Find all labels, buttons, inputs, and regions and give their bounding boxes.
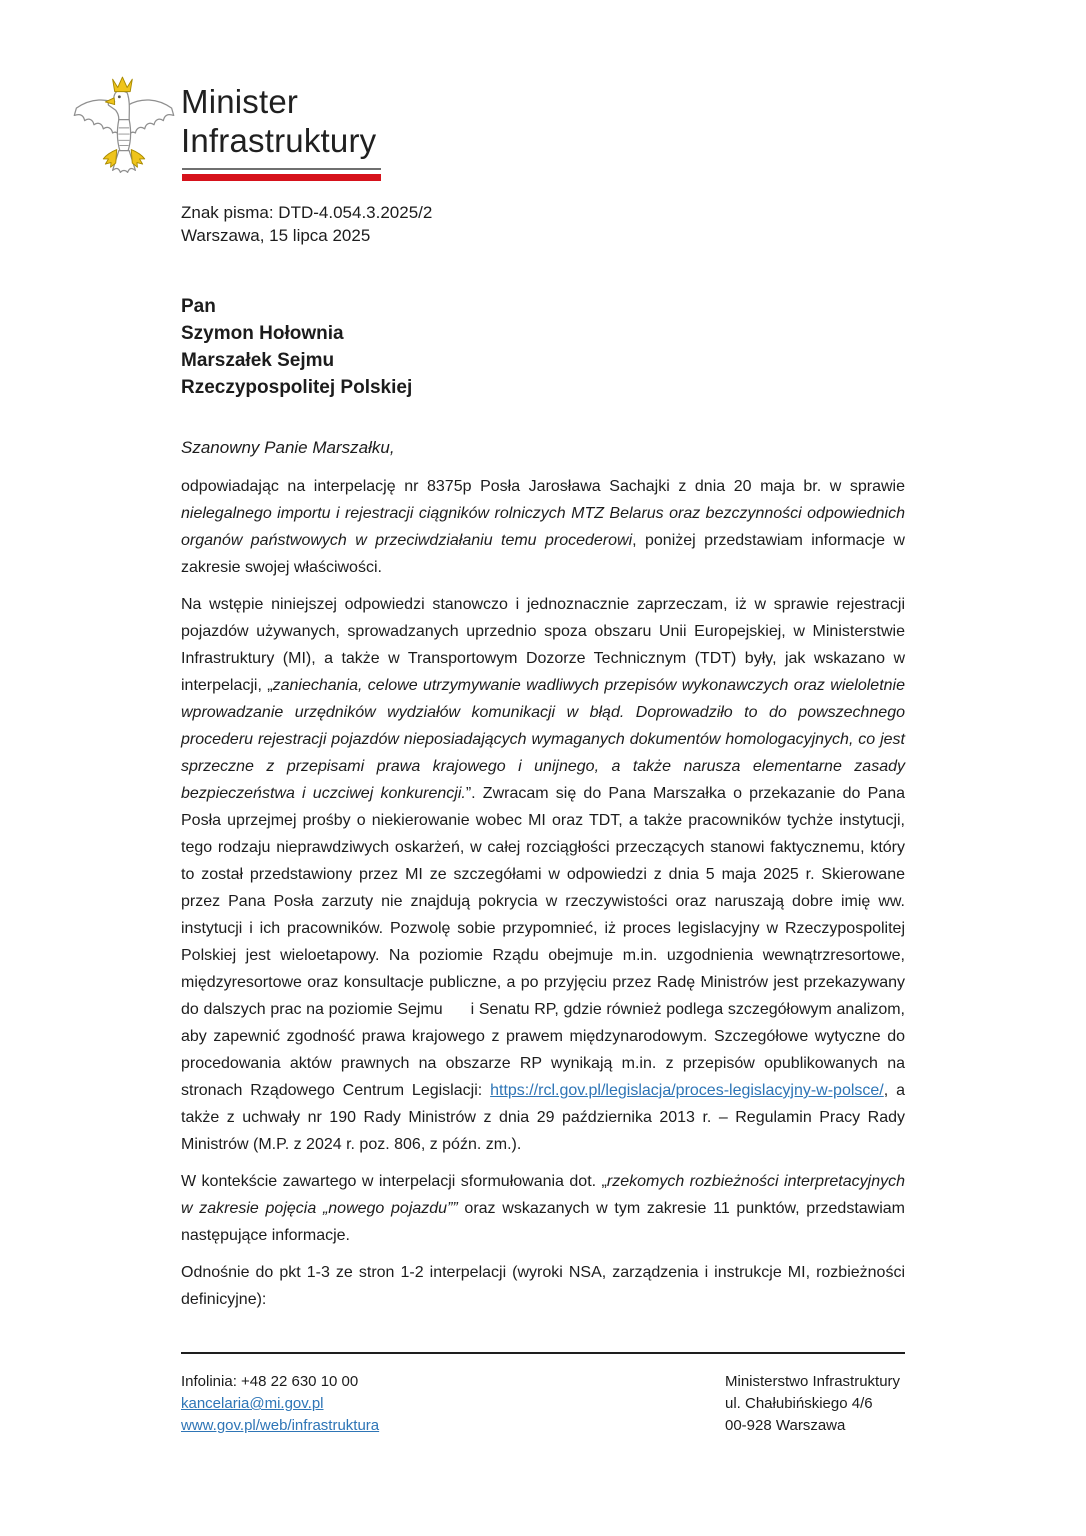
- document-reference: Znak pisma: DTD-4.054.3.2025/2: [181, 203, 433, 222]
- email-link[interactable]: kancelaria@mi.gov.pl: [181, 1395, 324, 1412]
- text-segment: , poniżej przedstawiam informacje w zakresie swojej właściwości.: [181, 532, 905, 576]
- text-segment: W kontekście zawartego w interpelacji sformułowania dot. „: [181, 1173, 607, 1190]
- text-segment: Odnośnie do pkt 1-3 ze stron 1-2 interpelacji (wyroki NSA, zarządzenia i instrukcje MI, rozbieżności definicyjne):: [181, 1264, 905, 1308]
- text-segment: Na wstępie niniejszej odpowiedzi stanowczo i jednoznacznie zaprzeczam, iż w sprawie rejestracji pojazdów używanych, sprowadzanych uprzednio spoza obszaru Unii Europejskiej, w Ministerstwie Infrastruktury (MI), a także w Transportowym Dozorze Technicznym (TDT) były, jak wskazano w interpelacji, „: [181, 596, 905, 694]
- footer-address-block: [725, 1371, 900, 1437]
- document-meta: [181, 201, 432, 247]
- addressee-line: Szymon Hołownia: [181, 323, 344, 344]
- footer-contact-line: [181, 1415, 379, 1437]
- place-and-date: Warszawa, 15 lipca 2025: [181, 226, 371, 245]
- text-segment: odpowiadając na interpelację nr 8375p Posła Jarosława Sachajki z dnia 20 maja br. w sprawie: [181, 478, 905, 495]
- ministry-address-line: 00-928 Warszawa: [725, 1417, 846, 1434]
- footer-contact-line: [181, 1393, 379, 1415]
- header-rule-red: [182, 174, 381, 181]
- paragraph: [181, 591, 905, 1158]
- footer-contact-block: [181, 1371, 379, 1437]
- organization-name-line2: Infrastruktury: [181, 122, 377, 159]
- letter-body: [181, 473, 905, 1323]
- addressee-line: Pan: [181, 296, 216, 317]
- text-segment: zaniechania, celowe utrzymywanie wadliwych przepisów wykonawczych oraz wieloletnie wprowadzanie urzędników wydziałów komunikacji w błąd. Doprowadziło to do powszechnego procederu rejestracji pojazdów nieposiadających wymaganych dokumentów homologacyjnych, co jest sprzeczne z przepisami prawa krajowego i unijnego, a także narusza elementarne zasady bezpieczeństwa i uczciwej konkurencji.: [181, 677, 905, 802]
- ministry-address-line: Ministerstwo Infrastruktury: [725, 1373, 901, 1390]
- text-segment: , a także z uchwały nr 190 Rady Ministrów z dnia 29 października 2013 r. – Regulamin Pracy Rady Ministrów (M.P. z 2024 r. poz. 806, z późn. zm.).: [181, 1082, 905, 1153]
- paragraph: [181, 1168, 905, 1249]
- paragraph: [181, 473, 905, 581]
- addressee-line: Rzeczypospolitej Polskiej: [181, 377, 413, 398]
- text-segment: ”. Zwracam się do Pana Marszałka o przekazanie do Pana Posła uprzejmej prośby o niekierowanie wobec MI oraz TDT, a także pracowników tychże instytucji, tego rodzaju nieprawdziwych oskarżeń, w całej rozciągłości przeczących stanowi faktycznemu, który to został przedstawiony przez MI ze szczegółami w odpowiedzi z dnia 5 maja 2025 r. Skierowane przez Pana Posła zarzuty nie znajdują pokrycia w rzeczywistości oraz naruszają dobre imię ww. instytucji i ich pracowników. Pozwolę sobie przypomnieć, iż proces legislacyjny w Rzeczypospolitej Polskiej jest wieloetapowy. Na poziomie Rządu obejmuje m.in. uzgodnienia wewnątrzresortowe, międzyresortowe oraz konsultacje publiczne, a po przyjęciu przez Radę Ministrów jest przekazywany do dalszych prac na poziomie Sejmu i Senatu RP, gdzie również podlega szczegółowym analizom, aby zapewnić zgodność prawa krajowego z prawem międzynarodowym. Szczegółowe wytyczne do procedowania aktów prawnych na obszarze RP wynikają m.in. z przepisów opublikowanych na stronach Rządowego Centrum Legislacji:: [181, 785, 905, 1099]
- header-rule-thin: [182, 168, 381, 170]
- rcl-legislation-link[interactable]: https://rcl.gov.pl/legislacja/proces-legislacyjny-w-polsce/: [490, 1082, 884, 1099]
- infoline: Infolinia: +48 22 630 10 00: [181, 1373, 359, 1390]
- text-segment: oraz wskazanych w tym zakresie 11 punktów, przedstawiam następujące informacje.: [181, 1200, 905, 1244]
- website-link[interactable]: www.gov.pl/web/infrastruktura: [181, 1417, 380, 1434]
- polish-eagle-emblem: [72, 74, 176, 190]
- text-segment: rzekomych rozbieżności interpretacyjnych w zakresie pojęcia „nowego pojazdu””: [181, 1173, 905, 1217]
- organization-name-line1: Minister: [181, 83, 299, 120]
- addressee-block: [181, 293, 412, 401]
- organization-wordmark: [181, 82, 376, 160]
- salutation: Szanowny Panie Marszałku,: [181, 438, 395, 457]
- footer-rule: [181, 1352, 905, 1354]
- text-segment: nielegalnego importu i rejestracji ciągników rolniczych MTZ Belarus oraz bezczynności odpowiednich organów państwowych w przeciwdziałaniu temu procederowi: [181, 505, 905, 549]
- ministry-address-line: ul. Chałubińskiego 4/6: [725, 1395, 873, 1412]
- paragraph: [181, 1259, 905, 1313]
- addressee-line: Marszałek Sejmu: [181, 350, 335, 371]
